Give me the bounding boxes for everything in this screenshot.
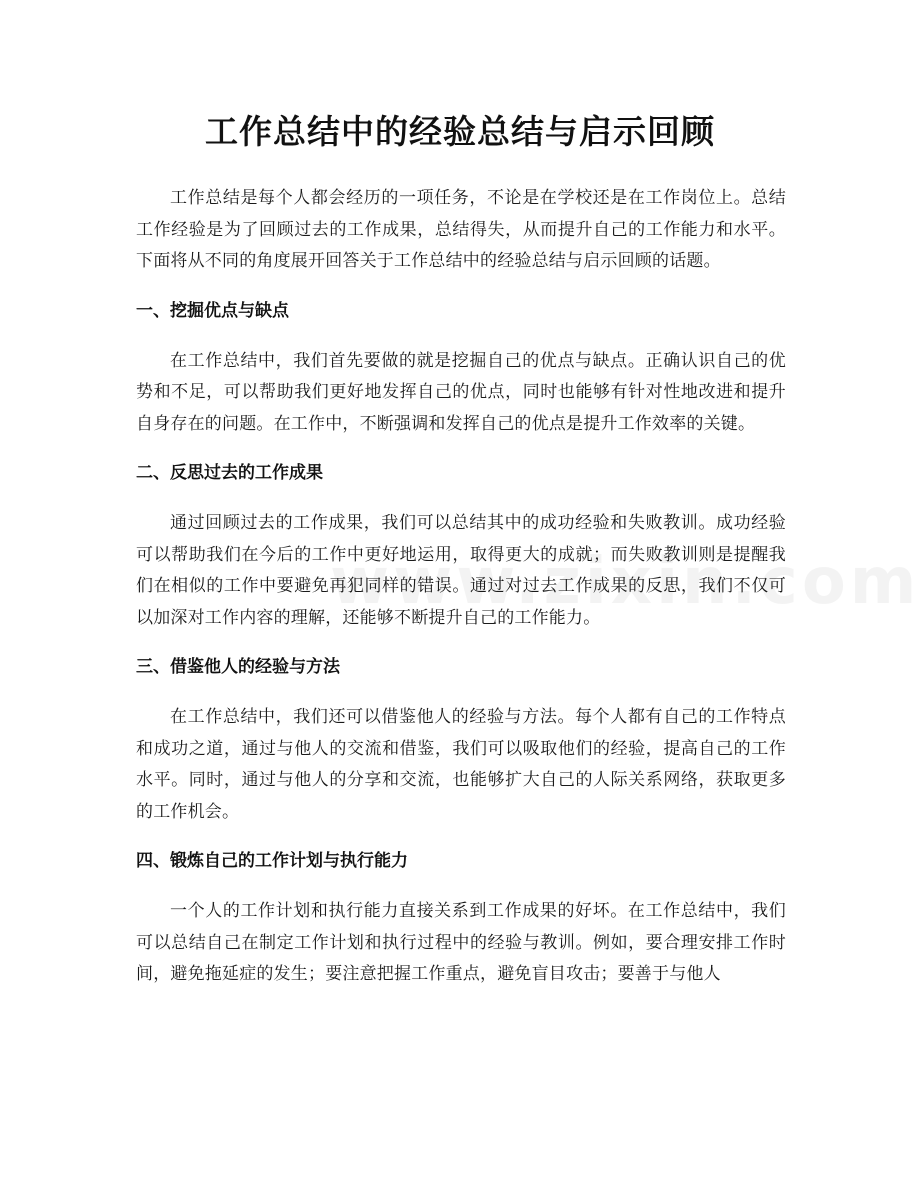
section-heading: 四、锻炼自己的工作计划与执行能力 — [136, 851, 408, 871]
section-3 — [136, 652, 786, 828]
section-heading: 三、借鉴他人的经验与方法 — [136, 657, 340, 677]
intro-paragraph: 工作总结是每个人都会经历的一项任务，不论是在学校还是在工作岗位上。总结工作经验是为了回顾过去的工作成果，总结得失，从而提升自己的工作能力和水平。下面将从不同的角度展开回答关于工作总结中的经验总结与启示回顾的话题。 — [136, 188, 786, 271]
section-1 — [136, 296, 786, 441]
section-paragraph: 一个人的工作计划和执行能力直接关系到工作成果的好坏。在工作总结中，我们可以总结自己在制定工作计划和执行过程中的经验与教训。例如，要合理安排工作时间，避免拖延症的发生；要注意把握工作重点，避免盲目攻击；要善于与他人 — [136, 901, 786, 984]
section-2 — [136, 458, 786, 634]
section-4 — [136, 846, 786, 991]
section-paragraph: 在工作总结中，我们首先要做的就是挖掘自己的优点与缺点。正确认识自己的优势和不足，可以帮助我们更好地发挥自己的优点，同时也能够有针对性地改进和提升自身存在的问题。在工作中，不断强调和发挥自己的优点是提升工作效率的关键。 — [136, 350, 786, 434]
document-body — [136, 183, 786, 991]
section-heading: 一、挖掘优点与缺点 — [136, 300, 289, 321]
section-heading: 二、反思过去的工作成果 — [136, 463, 323, 483]
page-title: 工作总结中的经验总结与启示回顾 — [205, 112, 715, 151]
section-paragraph: 通过回顾过去的工作成果，我们可以总结其中的成功经验和失败教训。成功经验可以帮助我们在今后的工作中更好地运用，取得更大的成就；而失败教训则是提醒我们在相似的工作中要避免再犯同样的错误。通过对过去工作成果的反思，我们不仅可以加深对工作内容的理解，还能够不断提升自己的工作能力。 — [136, 513, 786, 628]
section-paragraph: 在工作总结中，我们还可以借鉴他人的经验与方法。每个人都有自己的工作特点和成功之道，通过与他人的交流和借鉴，我们可以吸取他们的经验，提高自己的工作水平。同时，通过与他人的分享和交流，也能够扩大自己的人际关系网络，获取更多的工作机会。 — [136, 707, 786, 822]
